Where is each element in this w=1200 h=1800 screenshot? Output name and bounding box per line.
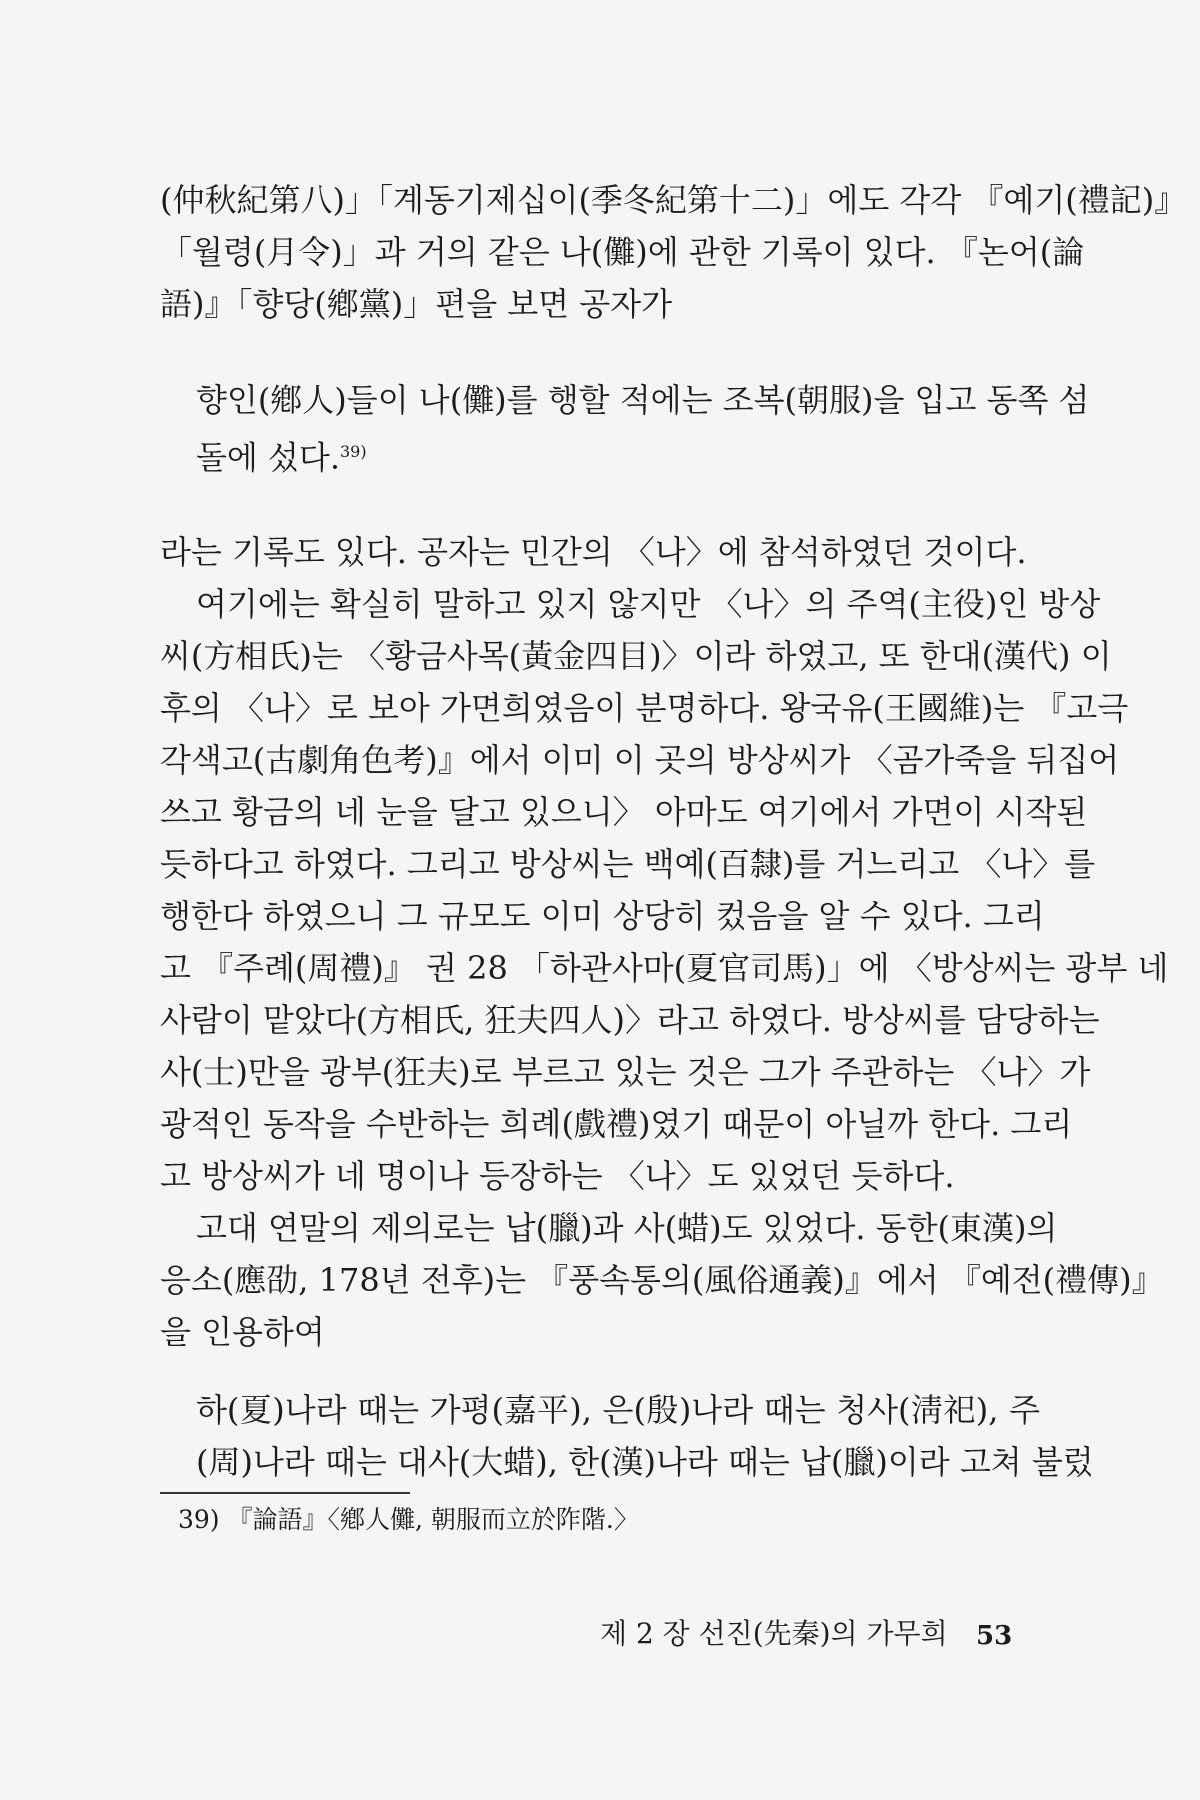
- text-line: 각색고(古劇角色考)』에서 이미 이 곳의 방상씨가 〈곰가죽을 뒤집어: [160, 741, 1120, 779]
- text-line: (仲秋紀第八)」「계동기제십이(季冬紀第十二)」에도 각각 『예기(禮記)』: [160, 181, 1187, 219]
- quote-line-last: [196, 426, 1040, 478]
- block-quote-1: [196, 374, 1090, 478]
- text-line: 語)』「향당(鄕黨)」편을 보면 공자가: [160, 285, 673, 323]
- text-line: 광적인 동작을 수반하는 희례(戲禮)였기 때문이 아닐까 한다. 그리: [160, 1105, 1073, 1143]
- paragraph-1: [160, 174, 1187, 330]
- page-number: 53: [976, 1621, 1013, 1651]
- text-line: 후의 〈나〉로 보아 가면희였음이 분명하다. 왕국유(王國維)는 『고극: [160, 689, 1129, 727]
- text-line: 사람이 맡았다(方相氏, 狂夫四人)〉라고 하였다. 방상씨를 담당하는: [160, 1001, 1100, 1039]
- text-line: 행한다 하였으니 그 규모도 이미 상당히 컸음을 알 수 있다. 그리: [160, 897, 1045, 935]
- text-line: 고 『주례(周禮)』 권 28 「하관사마(夏官司馬)」에 〈방상씨는 광부 네: [160, 949, 1169, 987]
- quote-line: 향인(鄕人)들이 나(儺)를 행할 적에는 조복(朝服)을 입고 동쪽 섬: [196, 381, 1090, 419]
- text-line: 을 인용하여: [160, 1313, 325, 1351]
- text-line: 씨(方相氏)는 〈황금사목(黃金四目)〉이라 하였고, 또 한대(漢代) 이: [160, 637, 1112, 675]
- block-quote-2: [196, 1384, 1094, 1488]
- running-footer-title: 제 2 장 선진(先秦)의 가무희: [600, 1617, 948, 1650]
- footnote-39: 39) 『論語』〈鄕人儺, 朝服而立於阼階.〉: [178, 1505, 639, 1534]
- footnote-divider: [160, 1492, 410, 1494]
- quote-line: 하(夏)나라 때는 가평(嘉平), 은(殷)나라 때는 청사(淸祀), 주: [196, 1391, 1040, 1429]
- text-line: 여기에는 확실히 말하고 있지 않지만 〈나〉의 주역(主役)인 방상: [196, 585, 1101, 623]
- text-line: 응소(應劭, 178년 전후)는 『풍속통의(風俗通義)』에서 『예전(禮傳)』: [160, 1261, 1164, 1299]
- quote-text: 돌에 섰다.: [196, 438, 340, 477]
- text-line: 사(士)만을 광부(狂夫)로 부르고 있는 것은 그가 주관하는 〈나〉가: [160, 1053, 1091, 1091]
- text-line: 듯하다고 하였다. 그리고 방상씨는 백예(百隸)를 거느리고 〈나〉를: [160, 845, 1096, 883]
- paragraph-2: [160, 526, 1169, 1358]
- text-line: 고 방상씨가 네 명이나 등장하는 〈나〉도 있었던 듯하다.: [160, 1157, 955, 1195]
- text-line: 라는 기록도 있다. 공자는 민간의 〈나〉에 참석하였던 것이다.: [160, 533, 1027, 571]
- text-line: 「월령(月令)」과 거의 같은 나(儺)에 관한 기록이 있다. 『논어(論: [160, 233, 1085, 271]
- footnote-reference: 39): [340, 442, 367, 461]
- quote-line: (周)나라 때는 대사(大蜡), 한(漢)나라 때는 납(臘)이라 고쳐 불렀: [196, 1443, 1094, 1481]
- text-line: 쓰고 황금의 네 눈을 달고 있으니〉 아마도 여기에서 가면이 시작된: [160, 793, 1088, 831]
- text-line: 고대 연말의 제의로는 납(臘)과 사(蜡)도 있었다. 동한(東漢)의: [196, 1209, 1058, 1247]
